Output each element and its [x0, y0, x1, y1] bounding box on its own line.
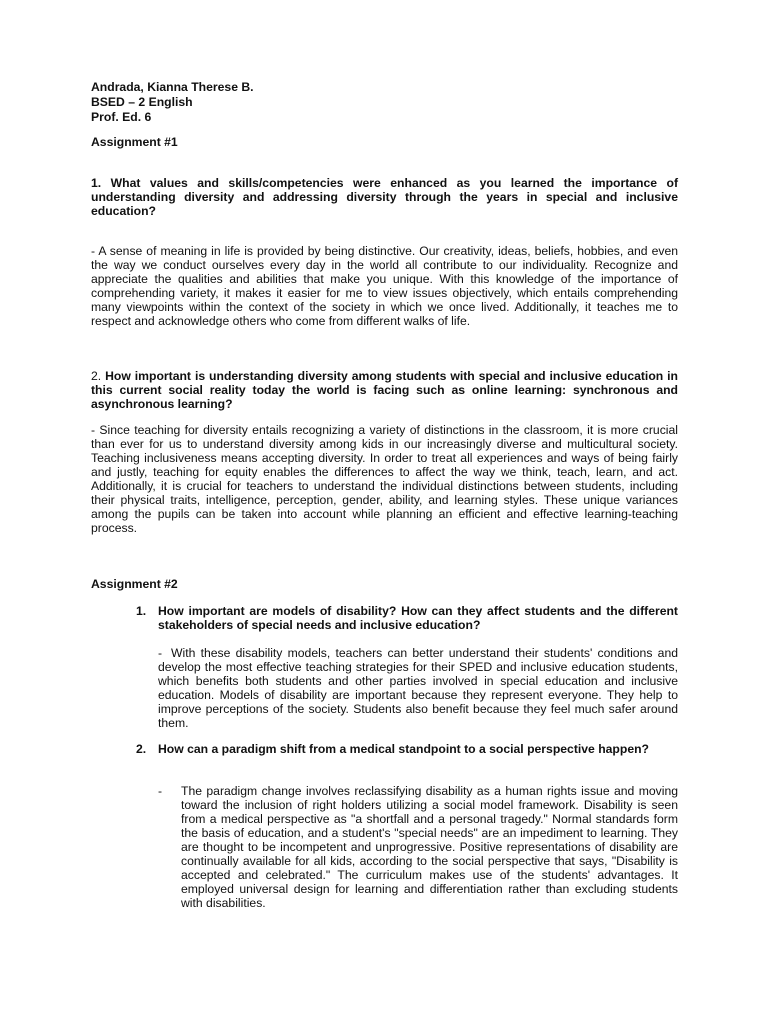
bullet-dash: -	[158, 784, 163, 798]
student-name: Andrada, Kianna Therese B.	[91, 80, 254, 94]
assignment-1-answer-1: - A sense of meaning in life is provided by being distinctive. Our creativity, ideas, beliefs, hobbies, and even the way we conduct ourselves every day in the world all contribute to our individuality. Recognize and appreciate the qualities and abilities that make you unique. With this knowledge of the importance of comprehending variety, it makes it easier for me to view issues objectively, which entails comprehending many viewpoints within the context of the society in which we once lived. Additionally, it teaches me to respect and acknowledge others who come from different walks of life.	[91, 244, 678, 328]
assignment-1-answer-2: - Since teaching for diversity entails recognizing a variety of distinctions in the classroom, it is more crucial than ever for us to understand diversity among kids in our increasingly diverse and multicultural society. Teaching inclusiveness means accepting diversity. In order to treat all experiences and ways of being fairly and justly, teaching for equity enables the differences to affect the way we think, teach, learn, and act. Additionally, it is crucial for teachers to understand the individual distinctions between students, including their physical traits, intelligence, perception, gender, ability, and learning styles. These unique variances among the pupils can be taken into account while planning an efficient and effective learning-teaching process.	[91, 423, 678, 535]
assignment-1-question-2	[91, 369, 678, 411]
question-text: How important are models of disability? How can they affect students and the different stakeholders of special needs and inclusive education?	[158, 604, 678, 632]
answer-text: With these disability models, teachers can better understand their students' conditions and develop the most effective teaching strategies for their SPED and inclusive education students, which benefits both students and other parties involved in special education and inclusive education. Models of disability are important because they represent everyone. They help to improve perceptions of the society. Students also benefit because they feel much safer around them.	[158, 646, 678, 730]
question-number: 1.	[136, 604, 147, 618]
assignment-2-question-1	[136, 604, 678, 632]
question-2-number: 2.	[91, 369, 106, 383]
assignment-2-answer-1	[158, 646, 678, 730]
assignment-2-title: Assignment #2	[91, 577, 178, 591]
assignment-2-question-2	[136, 742, 678, 756]
question-2-text: How important is understanding diversity among students with special and inclusive education in this current social reality today the world is facing such as online learning: synchronous and asynchronous learning?	[91, 369, 678, 411]
subject-code: Prof. Ed. 6	[91, 110, 152, 124]
bullet-dash: -	[158, 646, 163, 660]
course-section: BSED – 2 English	[91, 95, 193, 109]
assignment-1-question-1: 1. What values and skills/competencies were enhanced as you learned the importance of understanding diversity and addressing diversity through the years in special and inclusive education?	[91, 176, 678, 218]
answer-text: The paradigm change involves reclassifying disability as a human rights issue and moving toward the inclusion of right holders utilizing a social model framework. Disability is seen from a medical perspective as "a shortfall and a personal tragedy." Normal standards form the basis of education, and a student's "special needs" are an impediment to learning. They are thought to be incompetent and unprogressive. Positive representations of disability are continually available for all kids, according to the social perspective that says, "Disability is accepted and celebrated." The curriculum makes use of the students' advantages. It employed universal design for learning and differentiation rather than excluding students with disabilities.	[181, 784, 678, 910]
question-number: 2.	[136, 742, 147, 756]
document-header	[91, 80, 254, 125]
assignment-2-answer-2	[158, 784, 678, 910]
assignment-1-title: Assignment #1	[91, 135, 178, 149]
question-text: How can a paradigm shift from a medical standpoint to a social perspective happen?	[158, 742, 649, 756]
